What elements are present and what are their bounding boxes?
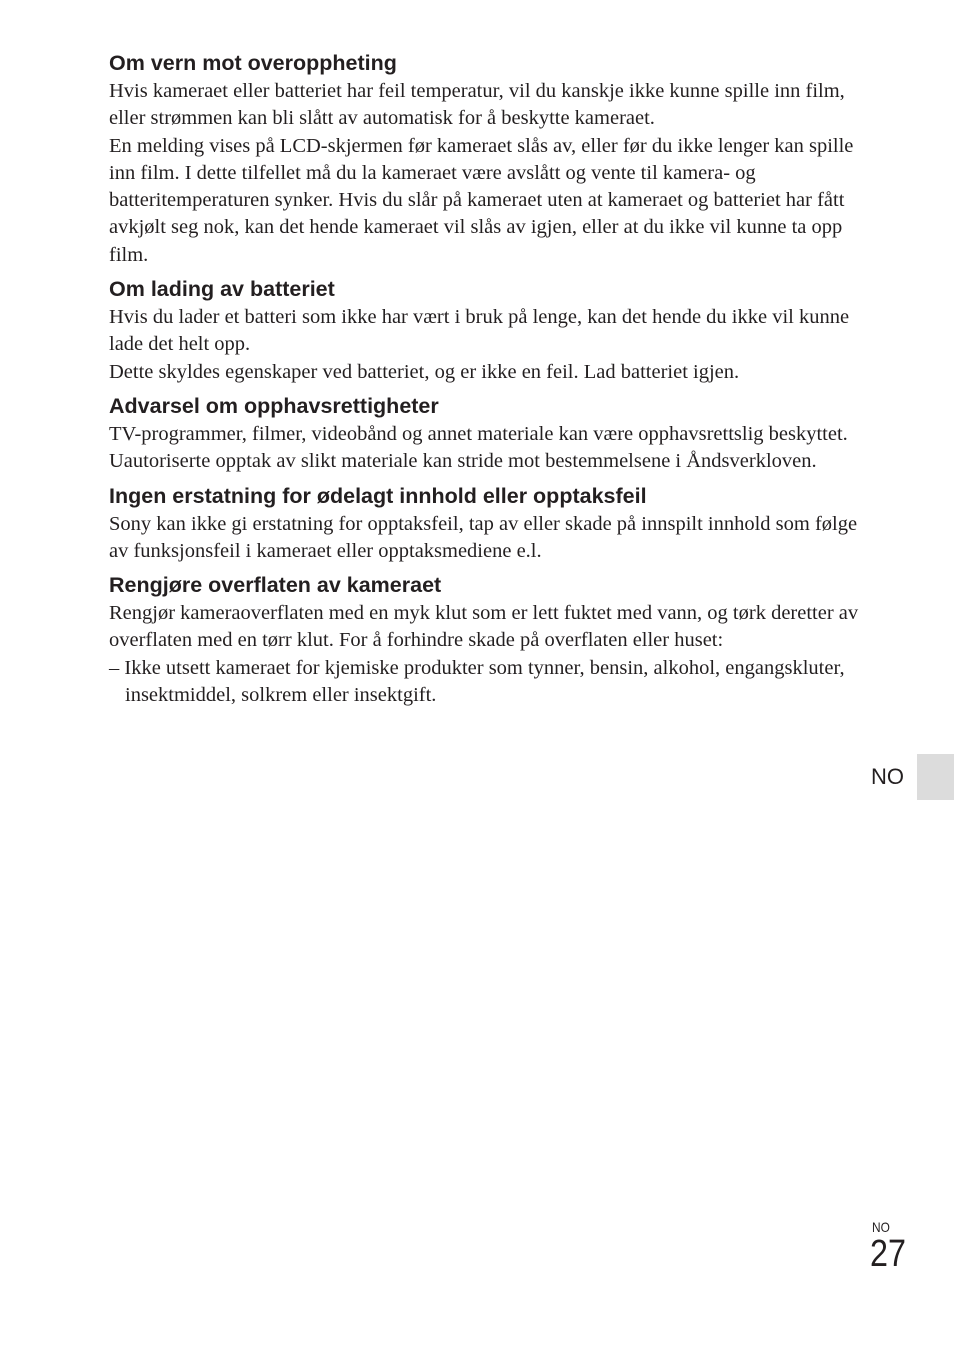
section-battery-charging — [109, 274, 869, 386]
section-paragraph: TV-programmer, filmer, videobånd og annet materiale kan være opphavsrettslig beskyttet. Uautoriserte opptak av slikt materiale kan stride mot bestemmelsene i Åndsverkloven. — [109, 422, 848, 473]
section-heading: Om vern mot overoppheting — [109, 51, 397, 75]
dash-list-item: – Ikke utsett kameraet for kjemiske produkter som tynner, bensin, alkohol, engangskluter, insektmiddel, solkrem eller insektgift. — [109, 656, 845, 707]
section-overheating — [109, 48, 869, 269]
section-heading: Ingen erstatning for ødelagt innhold eller opptaksfeil — [109, 483, 647, 508]
section-copyright-warning — [109, 391, 869, 476]
language-tab-label: NO — [871, 764, 904, 789]
section-paragraph: Dette skyldes egenskaper ved batteriet, og er ikke en feil. Lad batteriet igjen. — [109, 360, 740, 383]
section-paragraph: Hvis du lader et batteri som ikke har vært i bruk på lenge, kan det hende du ikke vil kunne lade det helt opp. — [109, 306, 850, 356]
section-paragraph: Sony kan ikke gi erstatning for opptaksfeil, tap av eller skade på innspilt innhold som følge av funksjonsfeil i kameraet eller opptaksmediene e.l. — [109, 512, 858, 562]
section-no-compensation — [109, 481, 869, 566]
section-heading: Advarsel om opphavsrettigheter — [109, 393, 439, 418]
document-body — [109, 48, 869, 709]
page-number: 27 — [870, 1233, 906, 1275]
section-paragraph: Hvis kameraet eller batteriet har feil temperatur, vil du kanskje ikke kunne spille inn film, eller strømmen kan bli slått av automatisk for å beskytte kameraet. — [109, 80, 845, 130]
section-paragraph: En melding vises på LCD-skjermen før kameraet slås av, eller før du ikke lenger kan spille inn film. I dette tilfellet må du la kameraet være avslått og vente til kamera- og batteritemperaturen synker. Hvis du slår på kameraet uten at kameraet og batteriet har fått avkjølt seg nok, kan det hende kameraet vil slås av igjen, eller at du ikke vil kunne ta opp film. — [109, 134, 854, 266]
section-paragraph: Rengjør kameraoverflaten med en myk klut som er lett fuktet med vann, og tørk deretter av overflaten med en tørr klut. For å forhindre skade på overflaten eller huset: — [109, 602, 859, 652]
language-tab — [917, 754, 954, 800]
section-heading: Om lading av batteriet — [109, 277, 335, 302]
section-heading: Rengjøre overflaten av kameraet — [109, 573, 442, 598]
page-language-code: NO — [872, 1219, 890, 1235]
section-cleaning — [109, 570, 869, 709]
